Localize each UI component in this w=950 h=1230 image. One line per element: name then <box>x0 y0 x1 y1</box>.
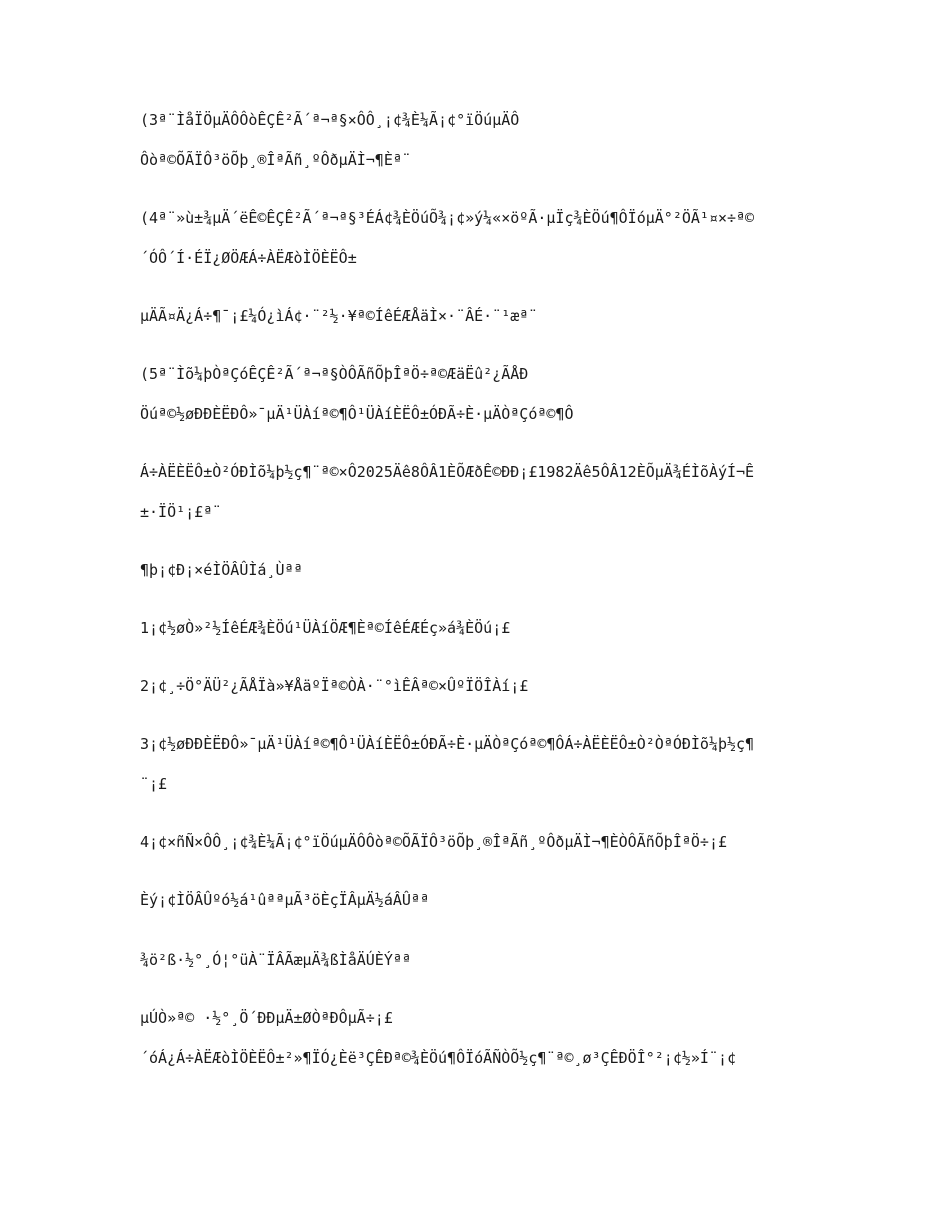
text-line: (3ª¨ÌåÏÖµÄÔÔòÊÇÊ²Ã´ª¬ª§×ÔÔ¸¡¢¾È¼Ã¡¢°ïÖúµÄÔ <box>140 111 520 129</box>
text-line: µÚÒ»ª© ·½°¸Ö´ÐÐµÄ±ØÒªÐÔµÃ÷¡£ <box>140 1009 393 1027</box>
text-line: ´ÓÔ´Í·ÉÏ¿ØÖÆÁ÷ÀËÆòÌÖÈËÔ± <box>140 249 357 267</box>
text-line: 3¡¢½øÐÐÈËÐÔ»¯µÄ¹ÜÀíª©¶Ô¹ÜÀíÈËÔ±ÓÐÃ÷È·µÄÒªÇóª©¶ÔÁ÷ÀËÈËÔ±Ò²ÒªÓÐÌõ¼þ½ç¶ <box>140 735 755 753</box>
text-line: ±·ÏÖ¹¡£ª¨ <box>140 503 222 521</box>
text-line: 1¡¢½øÒ»²½ÍêÉÆ¾ÈÖú¹ÜÀíÖÆ¶Èª©ÍêÉÆÉç»á¾ÈÖú¡£ <box>140 619 511 637</box>
text-line: ¶þ¡¢Ð¡×éÌÖÂÛÌá¸Ùªª <box>140 561 303 579</box>
text-line: Öúª©½øÐÐÈËÐÔ»¯µÄ¹ÜÀíª©¶Ô¹ÜÀíÈËÔ±ÓÐÃ÷È·µÄÒªÇóª©¶Ô <box>140 405 574 423</box>
text-line: µÄÃ¤Ä¿Á÷¶¯¡£¼Ó¿ìÁ¢·¨²½·¥ª©ÍêÉÆÅäÌ×·¨ÂÉ·¨¹æª¨ <box>140 307 538 325</box>
text-line: ¾ö²ß·½°¸Ó¦°üÀ¨ÏÂÃæµÄ¾ßÌåÄÚÈÝªª <box>140 951 411 969</box>
text-line: ´óÁ¿Á÷ÀËÆòÌÖÈËÔ±²»¶ÏÓ¿Èë³ÇÊÐª©¾ÈÖú¶ÔÏóÃÑÒÕ½ç¶¨ª©¸ø³ÇÊÐÖÎ°²¡¢½»Í¨¡¢ <box>140 1049 737 1067</box>
text-line: ¨¡£ <box>140 775 168 793</box>
text-line: (5ª¨Ìõ¼þÒªÇóÊÇÊ²Ã´ª¬ª§ÒÔÃñÕþÎªÖ÷ª©ÆäËû²¿ÃÅÐ <box>140 365 529 383</box>
text-line: Ôòª©ÕÃÏÔ³öÕþ¸®ÎªÃñ¸ºÔðµÄÌ¬¶Èª¨ <box>140 151 411 169</box>
text-line: 2¡¢¸÷Ö°ÄÜ²¿ÃÅÏà»¥ÅäºÏª©ÒÀ·¨°ìÊÂª©×ÛºÏÖÎÀí¡£ <box>140 677 529 695</box>
text-line: Èý¡¢ÌÖÂÛºó½á¹ûªªµÃ³öÈçÏÂµÄ½áÂÛªª <box>140 891 429 909</box>
text-line: (4ª¨»ù±¾µÄ´ëÊ©ÊÇÊ²Ã´ª¬ª§³ÉÁ¢¾ÈÖúÕ¾¡¢»ý¼«×öºÃ·µÏç¾ÈÖú¶ÔÏóµÄ°²ÖÃ¹¤×÷ª© <box>140 209 755 227</box>
text-line: Á÷ÀËÈËÔ±Ò²ÓÐÌõ¼þ½ç¶¨ª©×Ô2025Äê8ÔÂ1ÈÕÆðÊ©ÐÐ¡£1982Äê5ÔÂ12ÈÕµÄ¾ÉÌõÀýÍ¬Ê <box>140 463 755 481</box>
text-line: 4¡¢×ñÑ×ÔÔ¸¡¢¾È¼Ã¡¢°ïÖúµÄÔÔòª©ÕÃÏÔ³öÕþ¸®ÎªÃñ¸ºÔðµÄÌ¬¶ÈÒÔÃñÕþÎªÖ÷¡£ <box>140 833 727 851</box>
